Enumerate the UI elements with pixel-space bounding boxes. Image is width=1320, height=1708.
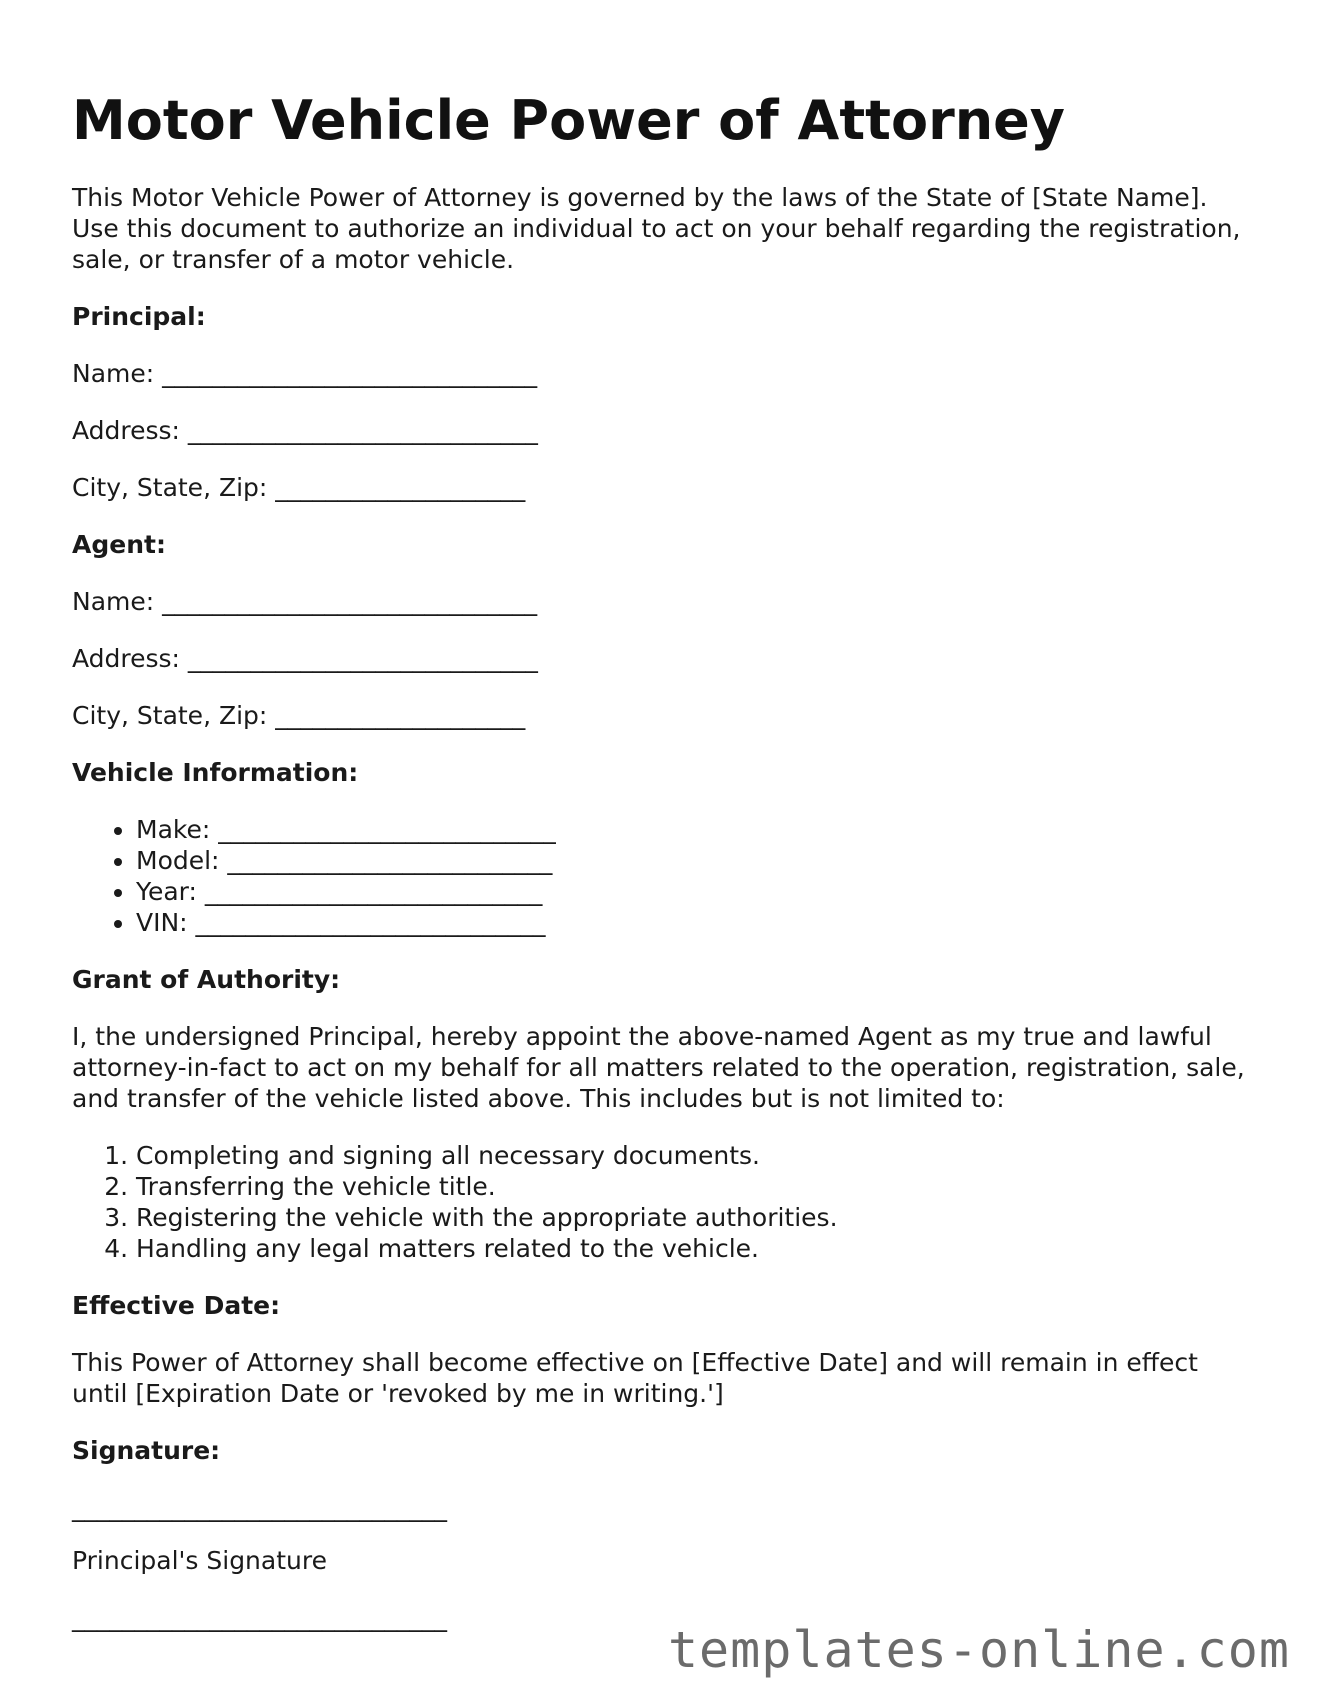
document-page [72, 88, 1252, 1655]
vehicle-model-field: • Model: __________________________ [136, 845, 1252, 876]
authority-item: 1. Completing and signing all necessary documents. [136, 1140, 1252, 1171]
agent-heading: Agent: [72, 530, 166, 559]
agent-city-field: City, State, Zip: ____________________ [72, 701, 526, 730]
principal-name-field: Name: ______________________________ [72, 359, 538, 388]
watermark-text: templates-online.com [667, 1621, 1290, 1679]
authority-heading: Grant of Authority: [72, 965, 341, 994]
effective-date-paragraph: This Power of Attorney shall become effective on [Effective Date] and will remain in effect until [Expiration Date or 'revoked by me in writing.'] [72, 1348, 1198, 1408]
signature-heading: Signature: [72, 1436, 221, 1465]
effective-date-heading: Effective Date: [72, 1291, 281, 1320]
vehicle-year-field: • Year: ___________________________ [136, 876, 1252, 907]
authority-item: 3. Registering the vehicle with the appropriate authorities. [136, 1202, 1252, 1233]
authority-item: 2. Transferring the vehicle title. [136, 1171, 1252, 1202]
vehicle-vin-field: • VIN: ____________________________ [136, 907, 1252, 938]
vehicle-heading: Vehicle Information: [72, 758, 359, 787]
agent-address-field: Address: ____________________________ [72, 644, 538, 673]
principal-city-field: City, State, Zip: ____________________ [72, 473, 526, 502]
principal-heading: Principal: [72, 302, 206, 331]
vehicle-info-list [72, 814, 1252, 938]
principal-signature-line: ______________________________ [72, 1493, 447, 1522]
principal-signature-caption: Principal's Signature [72, 1546, 327, 1575]
authority-paragraph: I, the undersigned Principal, hereby appoint the above-named Agent as my true and lawful attorney-in-fact to act on my behalf for all matters related to the operation, registration, sale, and transfer of the vehicle listed above. This includes but is not limited to: [72, 1022, 1245, 1113]
authority-item: 4. Handling any legal matters related to the vehicle. [136, 1233, 1252, 1264]
second-signature-line: ______________________________ [72, 1603, 447, 1632]
vehicle-make-field: • Make: ___________________________ [136, 814, 1252, 845]
document-title: Motor Vehicle Power of Attorney [72, 89, 1065, 152]
principal-address-field: Address: ____________________________ [72, 416, 538, 445]
agent-name-field: Name: ______________________________ [72, 587, 538, 616]
authority-list [72, 1140, 1252, 1264]
intro-paragraph: This Motor Vehicle Power of Attorney is governed by the laws of the State of [State Name]. Use this document to authorize an individual to act on your behalf regarding the registration, sale, or transfer of a motor vehicle. [72, 183, 1241, 274]
